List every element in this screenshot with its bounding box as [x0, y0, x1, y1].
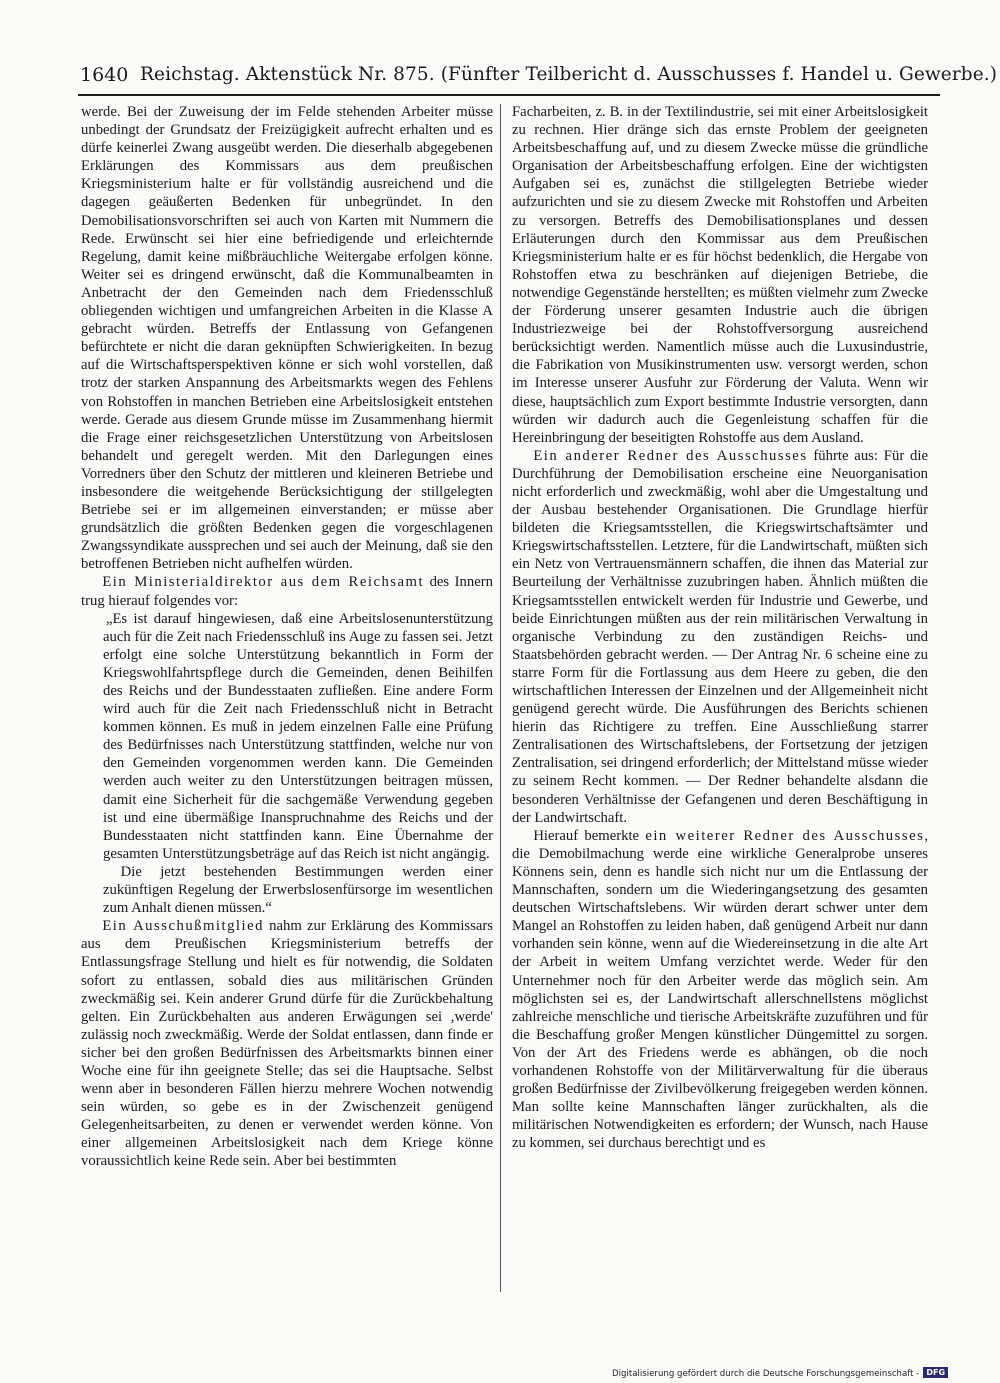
left-paragraph-2: [81, 573, 493, 609]
credit-text: Digitalisierung gefördert durch die Deutsche Forschungsgemeinschaft -: [612, 1369, 920, 1379]
speaker-anderer-redner: Ein anderer Redner des Ausschusses: [533, 447, 808, 464]
right-paragraph-1: Facharbeiten, z. B. in der Textilindustrie, sei mit einer Arbeitslosigkeit zu rechnen. Hier dränge sich das ernste Problem der geeigneten Arbeitsbeschaffung auf, und zu diesem Zwecke müsse die gründliche Organisation der Arbeitsbeschaffung erfolgen. Eine der wichtigsten Aufgaben sei es, zunächst die stillgelegten Betriebe wieder aufzurichten und sie zu diesem Zwecke mit Rohstoffen und Arbeiten zu versorgen. Betreffs des Demobilisationsplanes und dessen Erläuterungen durch den Kommissar aus dem Preußischen Kriegsministerium halte er es für höchst bedenklich, die Hergabe von Rohstoffen etwa zu beschränken auf diejenigen Betriebe, die notwendige Gegenstände herstellten; es müßten vielmehr zum Zwecke der Förderung unserer gesamten Industrie auch die übrigen Industriezweige bei der Rohstoffversorgung ausreichend berücksichtigt werden. Namentlich müsse auch die Luxusindustrie, die Fabrikation von Musikinstrumenten usw. versorgt werden, schon im Interesse unserer Ausfuhr zur Förderung der Valuta. Wenn wir diese, hauptsächlich zum Export bestimmte Industrie versorgten, dann würden wir dadurch auch die Gegenleistung schaffen für die Hereinbringung der beseitigten Rohstoffe aus dem Ausland.: [512, 104, 928, 446]
running-title: Reichstag. Aktenstück Nr. 875. (Fünfter Teilbericht d. Ausschusses f. Handel u. Gewerbe.): [140, 64, 998, 85]
speaker-ausschussmitglied: Ein Ausschußmitglied: [102, 918, 264, 935]
left-paragraph-3: [81, 917, 493, 1170]
page-header: [80, 58, 998, 92]
right-paragraph-3: [512, 827, 928, 1153]
right-column: [512, 103, 928, 1152]
left-paragraph-2-text: des Innern trug hierauf folgendes vor:: [81, 574, 493, 609]
left-column: [81, 103, 493, 1171]
left-paragraph-1: werde. Bei der Zuweisung der im Felde stehenden Arbeiter müsse unbedingt der Grundsatz der Freizügigkeit aufrecht erhalten und es dürfe keinerlei Zwang ausgeübt werden. Die dieserhalb abgegebenen Erklärungen des Kommissars aus dem preußischen Kriegsministerium halte er für vollständig ausreichend und die dagegen geäußerten Bedenken für unbegründet. In den Demobilisationsvorschriften sei auch von Karten mit Nummern die Rede. Erwünscht sei hier eine befriedigende und erleichternde Regelung, damit keine mißbräuchliche Weitergabe erfolgen könne. Weiter sei es dringend erwünscht, daß die Kommunalbeamten in Anbetracht der den Gemeinden nach dem Friedensschluß obliegenden wichtigen und umfangreichen Arbeiten in die Klasse A gebracht würden. Betreffs der Entlassung von Gefangenen befürchtete er nicht die daran geknüpften Schwierigkeiten. In bezug auf die Wirtschaftsperspektiven könne er sich wohl vorstellen, daß trotz der starken Anspannung des Arbeitsmarkts wegen des Fehlens von Rohstoffen in manchen Betrieben eine Arbeitslosigkeit entstehen werde. Gerade aus diesem Grunde müsse im Zusammenhang hiermit die Frage einer reichsgesetzlichen Unterstützung von Arbeitslosen behandelt und geregelt werden. Mit den Darlegungen eines Vorredners über den Schutz der mittleren und kleineren Betriebe und insbesondere die weitgehende Berücksichtigung der stillgelegten Betriebe sei er im allgemeinen einverstanden; er müsse aber grundsätzlich die größten Bedenken gegen die vorgeschlagenen Zwangssyndikate aussprechen und sei auch der Meinung, daß sie den betroffenen Betrieben nicht aufhelfen würden.: [81, 104, 493, 573]
speaker-weiterer-redner: ein weiterer Redner des Ausschusses: [645, 827, 925, 844]
quote-paragraph-2: Die jetzt bestehenden Bestimmungen werden einer zukünftigen Regelung der Erwerbslosenfürsorge im wesentlichen zum Anhalt dienen müssen.“: [103, 863, 493, 917]
right-paragraph-2: [512, 447, 928, 827]
right-paragraph-2-text: führte aus: Für die Durchführung der Demobilisation erscheine eine Neuorganisation nicht erforderlich und zweckmäßig, wohl aber die Umgestaltung und der Ausbau bestehender Organisationen. Die Grundlage hierfür bildeten die Kriegsamtsstellen, die Kriegswirtschaftsämter und Kriegswirtschaftsstellen. Letztere, für die Landwirtschaft, müßten sich ein Netz von Vertrauensmännern schaffen, die ihnen das Material zur Beurteilung der Verhältnisse zuzubringen haben. Ähnlich müßten die Kriegsamtsstellen entwickelt werden für Industrie und Gewerbe, und beide Einrichtungen müßten aus der rein militärischen Verwaltung in organische Verbindung zu den zuständigen Reichs- und Staatsbehörden gebracht werden. — Der Antrag Nr. 6 scheine eine zu starre Form für die Fortlassung aus dem Heere zu geben, die den wirtschaftlichen Interessen der Einzelnen und der Allgemeinheit nicht genügend gerecht würde. Die Ausführungen des Berichts schienen hierin das Richtigere zu treffen. Eine Ausschließung starrer Zentralisationen des Wirtschaftslebens, der Fortsetzung der jetzigen Zentralisation, sei dringend erforderlich; der Mittelstand müsse wieder zu seinem Recht kommen. — Der Redner behandelte alsdann die besonderen Verhältnisse der Gefangenen und deren Beschäftigung in der Landwirtschaft.: [512, 447, 928, 826]
quote-paragraph-1: „Es ist darauf hingewiesen, daß eine Arbeitslosenunterstützung auch für die Zeit nach Friedensschluß ins Auge zu fassen sei. Jetzt erfolgt eine solche Unterstützung bekanntlich in Form der Kriegswohlfahrtspflege durch die Gemeinden, denen Beihilfen des Reichs und der Bundesstaaten zufließen. Eine andere Form wird auch für die Zeit nach Friedensschluß nicht in Betracht kommen können. Es muß in jedem einzelnen Falle eine Prüfung des Bedürfnisses nach Unterstützung stattfinden, welche nur von den Gemeinden vorgenommen werden kann. Die Gemeinden werden auch weiter zu den Unterstützungen beitragen müssen, damit eine Sicherheit für die sachgemäße Verwendung gegeben ist und eine übermäßige Inanspruchnahme des Reichs und der Bundesstaaten nicht stattfinden kann. Eine Übernahme der gesamten Unterstützungsbeträge auf das Reich ist nicht angängig.: [103, 610, 493, 862]
right-paragraph-3-text: , die Demobilmachung werde eine wirkliche Generalprobe unseres Könnens sein, denn es handle sich nicht nur um die Entlassung der Mannschaften, sondern um die Wiederingangsetzung des gesamten deutschen Wirtschaftslebens. Wir würden derart schwer unter dem Mangel an Rohstoffen zu leiden haben, daß genügend Arbeit nur dann vorhanden sein könne, wenn auf die Wiedereinsetzung in die alte Art der Arbeit in weitem Umfang verzichtet werde. Weder für den Unternehmer noch für den Arbeiter werde das möglich sein. Am möglichsten sei es, der Landwirtschaft allerschnellstens möglichst zahlreiche menschliche und tierische Arbeitskräfte zuzuführen und für die Beschaffung großer Mengen künstlicher Düngemittel zu sorgen. Von der Art des Friedens werde es abhängen, ob die noch vorhandenen Rohstoffe von der Militärverwaltung für die überaus großen Bedürfnisse der Zivilbevölkerung freigegeben werden können. Man sollte keine Mannschaften länger zurückhalten, als die militärischen Notwendigkeiten es erfordern; der Wunsch, nach Hause zu kommen, sei durchaus berechtigt und es: [512, 827, 928, 1152]
dfg-logo: DFG: [923, 1367, 948, 1378]
digitization-credit: [612, 1367, 982, 1381]
speaker-ministerialdirektor: Ein Ministerialdirektor aus dem Reichsamt: [102, 574, 425, 591]
column-divider: [500, 104, 501, 1292]
header-rule: [78, 94, 940, 96]
right-paragraph-3-lead: Hierauf bemerkte: [533, 827, 646, 844]
page-number: 1640: [80, 64, 129, 86]
left-paragraph-3-text: nahm zur Erklärung des Kommissars aus dem Preußischen Kriegsministerium betreffs der Entlassungsfrage Stellung und hielt es für notwendig, die Soldaten sofort zu entlassen, sobald dies aus militärischen Gründen zweckmäßig sei. Kein anderer Grund dürfe für die Zurückbehaltung gelten. Ein Zurückbehalten aus anderen Erwägungen sei ,werde' zulässig noch zweckmäßig. Werde der Soldat entlassen, dann finde er sicher bei den großen Bedürfnissen des Arbeitsmarkts binnen einer Woche eine für ihn geeignete Stelle; das sei die Hauptsache. Selbst wenn aber in besonderen Fällen hierzu mehrere Wochen notwendig sein würden, so gebe es in der Zwischenzeit genügend Gelegenheitsarbeiten, zu denen er verwendet werden könne. Von einer allgemeinen Arbeitslosigkeit nach dem Kriege könne voraussichtlich keine Rede sein. Aber bei bestimmten: [81, 918, 493, 1170]
